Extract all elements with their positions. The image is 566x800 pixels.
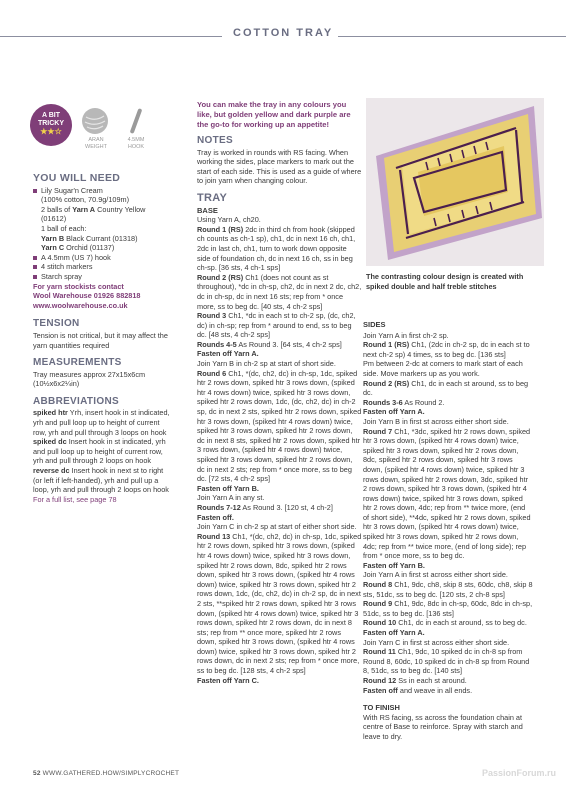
difficulty-badge [30,104,72,146]
stockists-label: For yarn stockists contact [33,281,124,291]
instruction-paragraph: Join Yarn B in first st across either short side. [363,416,509,426]
tray-heading: TRAY [197,191,228,204]
instruction-paragraph: Round 1 (RS) 2dc in third ch from hook (skipped ch counts as ch-1 sp), ch1, dc in next 16 ch, ch1, 2dc in last ch, ch1, turn to work down opposite side of foundation ch, dc in next 16 ch, ss in beg ch-sp. [36 sts, 4 ch-1 sps] [197,224,356,273]
instruction-paragraph: Using Yarn A, ch20. [197,215,261,225]
tray-photo [366,98,544,266]
abbreviations-heading: ABBREVIATIONS [33,395,119,407]
instruction-paragraph: Round 12 Ss in each st around. [363,675,467,685]
list-item: 4 stitch markers [33,262,173,272]
instruction-paragraph: Round 13 Ch1, *(dc, ch2, dc) in ch-sp, 1dc, spiked htr 2 rows down, spiked htr 3 rows down, (spiked htr 4 rows down) twice, spiked htr 3 rows down, spiked htr 2 rows down, 8dc, spiked htr 2 rows down, spiked htr 3 rows down, (spiked htr 4 rows down) twice, spiked htr 3 rows down, spiked htr 2 rows down, 1dc, (dc, ch2, dc) in ch-2 sp, dc in next 2 sts, **spiked htr 2 rows down, spiked htr 3 rows down, (spiked htr 4 rows down) twice, spiked htr 3 rows down, spiked htr 2 rows down, dc in next 8 sts; rep from ** once more, spiked htr 2 rows down, spiked htr 3 rows down, (spiked htr 4 rows down) twice, spiked htr 3 rows down, spiked htr 2 rows down, dc in next 2 sts; rep from * once more, ss to beg dc. [128 sts, 4 ch-2 sps] [197,531,362,676]
instruction-paragraph: Round 11 Ch1, 9dc, 10 spiked dc in ch-8 sp from Round 8, 60dc, 10 spiked dc in ch-8 sp from Round 8, 51dc, ss to beg dc. [140 sts] [363,647,530,676]
sides-column [363,320,533,742]
abbreviation-entry: spiked htr Yrh, insert hook in st indicated, yrh and pull loop up to height of current row, yrh and pull through 3 loops on hook [33,408,170,437]
watermark: PassionForum.ru [481,768,556,778]
abbreviation-entry: spiked dc Insert hook in st indicated, yrh and pull loop up to height of current row, yrh and pull through 2 loops on hook [33,437,166,466]
instruction-paragraph: Join Yarn C in ch-2 sp at start of either short side. [197,522,357,532]
instruction-paragraph: Join Yarn B in ch-2 sp at start of short side. [197,359,336,369]
instruction-paragraph: Fasten off Yarn B. [363,560,425,570]
instruction-paragraph: Rounds 3-6 As Round 2. [363,397,445,407]
difficulty-stars: ★★☆ [40,127,62,136]
list-item: Lily Sugar'n Cream [33,186,173,196]
instruction-paragraph: Fasten off Yarn A. [363,407,425,417]
footer-url[interactable]: WWW.GATHERED.HOW/SIMPLYCROCHET [42,770,180,777]
tray-instructions [197,215,362,685]
tension-heading: TENSION [33,318,80,330]
materials-column [33,168,173,504]
instruction-paragraph: Fasten off. [197,512,234,522]
difficulty-line-2: TRICKY [37,120,65,127]
instruction-paragraph: Fasten off Yarn B. [197,483,259,493]
finish-text: With RS facing, ss across the foundation chain at centre of Base to reinforce. Spray with starch and leave to dry. [363,712,523,741]
page-footer [33,770,179,777]
instruction-paragraph: Join Yarn A in first ch-2 sp. [363,330,449,340]
measurements-heading: MEASUREMENTS [33,357,122,369]
stockists-url[interactable]: www.woolwarehouse.co.uk [33,300,128,310]
difficulty-line-1: A BIT [41,112,61,119]
instruction-paragraph: Rounds 4-5 As Round 3. [64 sts, 4 ch-2 sps] [197,339,342,349]
instruction-paragraph: Fasten off and weave in all ends. [363,685,473,695]
notes-heading: NOTES [197,135,233,146]
weight-caption: ARAN WEIGHT [85,137,107,150]
list-item: Starch spray [33,272,173,282]
list-item: A 4.5mm (US 7) hook [33,253,173,263]
pattern-column [197,100,362,685]
instruction-paragraph: Round 9 Ch1, 9dc, 8dc in ch-sp, 60dc, 8dc in ch-sp, 51dc, ss to beg dc. [136 sts] [363,599,533,618]
sides-heading: SIDES [363,320,386,329]
instruction-paragraph: Rounds 7-12 As Round 3. [120 st, 4 ch-2] [197,502,333,512]
finish-heading: TO FINISH [363,703,400,713]
instruction-paragraph: Fasten off Yarn A. [197,349,259,359]
instruction-paragraph: Round 6 Ch1, *(dc, ch2, dc) in ch-sp, 1dc, spiked htr 2 rows down, spiked htr 3 rows down, (spiked htr 4 rows down) twice, spiked htr 3 rows down, spiked htr 2 rows down, 1dc, (dc, ch2, dc) in ch-2 sp, dc in next 2 sts, spiked htr 2 rows down, spiked htr 3 rows down, (spiked htr 4 rows down) twice, spiked htr 3 rows down, spiked htr 2 rows down, dc in next 8 sts, spiked htr 2 rows down, spiked htr 3 rows down, (spiked htr 4 rows down) twice, spiked htr 3 rows down, spiked htr 2 rows down, dc in next 2 sts; rep from * once more, ss to beg dc. [72 sts, 4 ch-2 sps] [197,368,362,484]
header-rule-left [0,36,222,37]
page-number: 52 [33,770,41,777]
instruction-paragraph: Join Yarn C in first st across either short side. [363,637,510,647]
hook-caption: 4.5MM HOOK [127,137,145,150]
pattern-badges [30,104,170,154]
instruction-paragraph: Round 2 (RS) Ch1 (does not count as st throughout), *dc in ch-sp, ch2, dc in next 2 dc, ch2, dc in ch-sp, dc in next 16 sts; rep from * once more, ss to beg dc. [40 sts, 4 ch-2 sps] [197,272,362,311]
instruction-paragraph: Round 7 Ch1, *3dc, spiked htr 2 rows down, spiked htr 3 rows down, (spiked htr 4 rows down) twice, spiked htr 3 rows down, spiked htr 2 rows down, 8dc, spiked htr 2 rows down, spiked htr 3 rows down, (spiked htr 4 rows down) twice, spiked htr 3 rows down, spiked htr 2 rows down, 3dc, spiked htr 2 rows down, spiked htr 3 rows down, (spiked htr 4 rows down) twice, spiked htr 3 rows down, spiked htr 2 rows down, 4dc; rep from ** twice more, (end of short side), **4dc, spiked htr 2 rows down, spiked htr 3 rows down, (spiked htr 4 rows down) twice, spiked htr 3 rows down, spiked htr 2 rows down, 4dc; rep from ** twice more, (end of long side); rep from * once more, ss to beg dc. [363,426,531,561]
crochet-hook-icon [124,106,148,136]
instruction-paragraph: Round 10 Ch1, dc in each st around, ss to beg dc. [363,618,527,628]
instruction-paragraph: Round 2 (RS) Ch1, dc in each st around, ss to beg dc. [363,378,529,398]
instruction-paragraph: Join Yarn A in first st across either short side. [363,570,508,580]
header-rule-right [338,36,566,37]
instruction-paragraph: Round 8 Ch1, 9dc, ch8, skip 8 sts, 60dc, ch8, skip 8 sts, 51dc, ss to beg dc. [120 sts, 2 ch-8 sps] [363,580,533,599]
instruction-paragraph: Fasten off Yarn C. [197,675,259,685]
abbreviation-entry: reverse dc Insert hook in next st to right (or left if left-handed), yrh and pull up a loop, yrh and pull through 2 loops on hook [33,466,169,495]
yarn-detail: (100% cotton, 70.9g/109m) 2 balls of Yarn A Country Yellow (01612) 1 ball of each: Yarn B Black Currant (01318) Yarn C Orchid (01137) [41,195,146,253]
instruction-paragraph: Round 1 (RS) Ch1, (2dc in ch-2 sp, dc in each st to next ch-2 sp) 4 times, ss to beg dc. [136 sts] [363,340,530,359]
tension-text: Tension is not critical, but it may affect the yarn quantities required [33,330,168,350]
measurements-text: Tray measures approx 27x15x6cm (10½x6x2¼in) [33,369,146,389]
sides-instructions [363,331,533,696]
photo-caption: The contrasting colour design is created with spiked double and half treble stitches [366,272,524,291]
stockists-phone: Wool Warehouse 01926 882818 [33,291,141,301]
instruction-paragraph: Pm between 2-dc at corners to mark start of each side. Move markers up as you work. [363,359,523,378]
instruction-paragraph: Fasten off Yarn A. [363,628,425,637]
instruction-paragraph: Join Yarn A in any st. [197,493,265,503]
intro-text: You can make the tray in any colours you like, but golden yellow and dark purple are the go-to for working up an appetite! [197,100,351,129]
instruction-paragraph: Round 3 Ch1, *dc in each st to ch-2 sp, (dc, ch2, dc) in ch-sp; rep from * around to end, ss to beg dc. [48 sts, 4 ch-2 sps] [197,311,356,340]
you-will-need-heading: YOU WILL NEED [33,172,121,184]
notes-text: Tray is worked in rounds with RS facing. When working the sides, place markers to mark out the start of each side. This is used as a guide of where to join yarn when changing colour. [197,147,362,186]
full-list-link[interactable]: For a full list, see page 78 [33,494,117,504]
page-title: COTTON TRAY [233,27,334,39]
yarn-ball-icon [82,108,108,134]
page-header [0,0,566,42]
base-subheading: BASE [197,205,218,215]
